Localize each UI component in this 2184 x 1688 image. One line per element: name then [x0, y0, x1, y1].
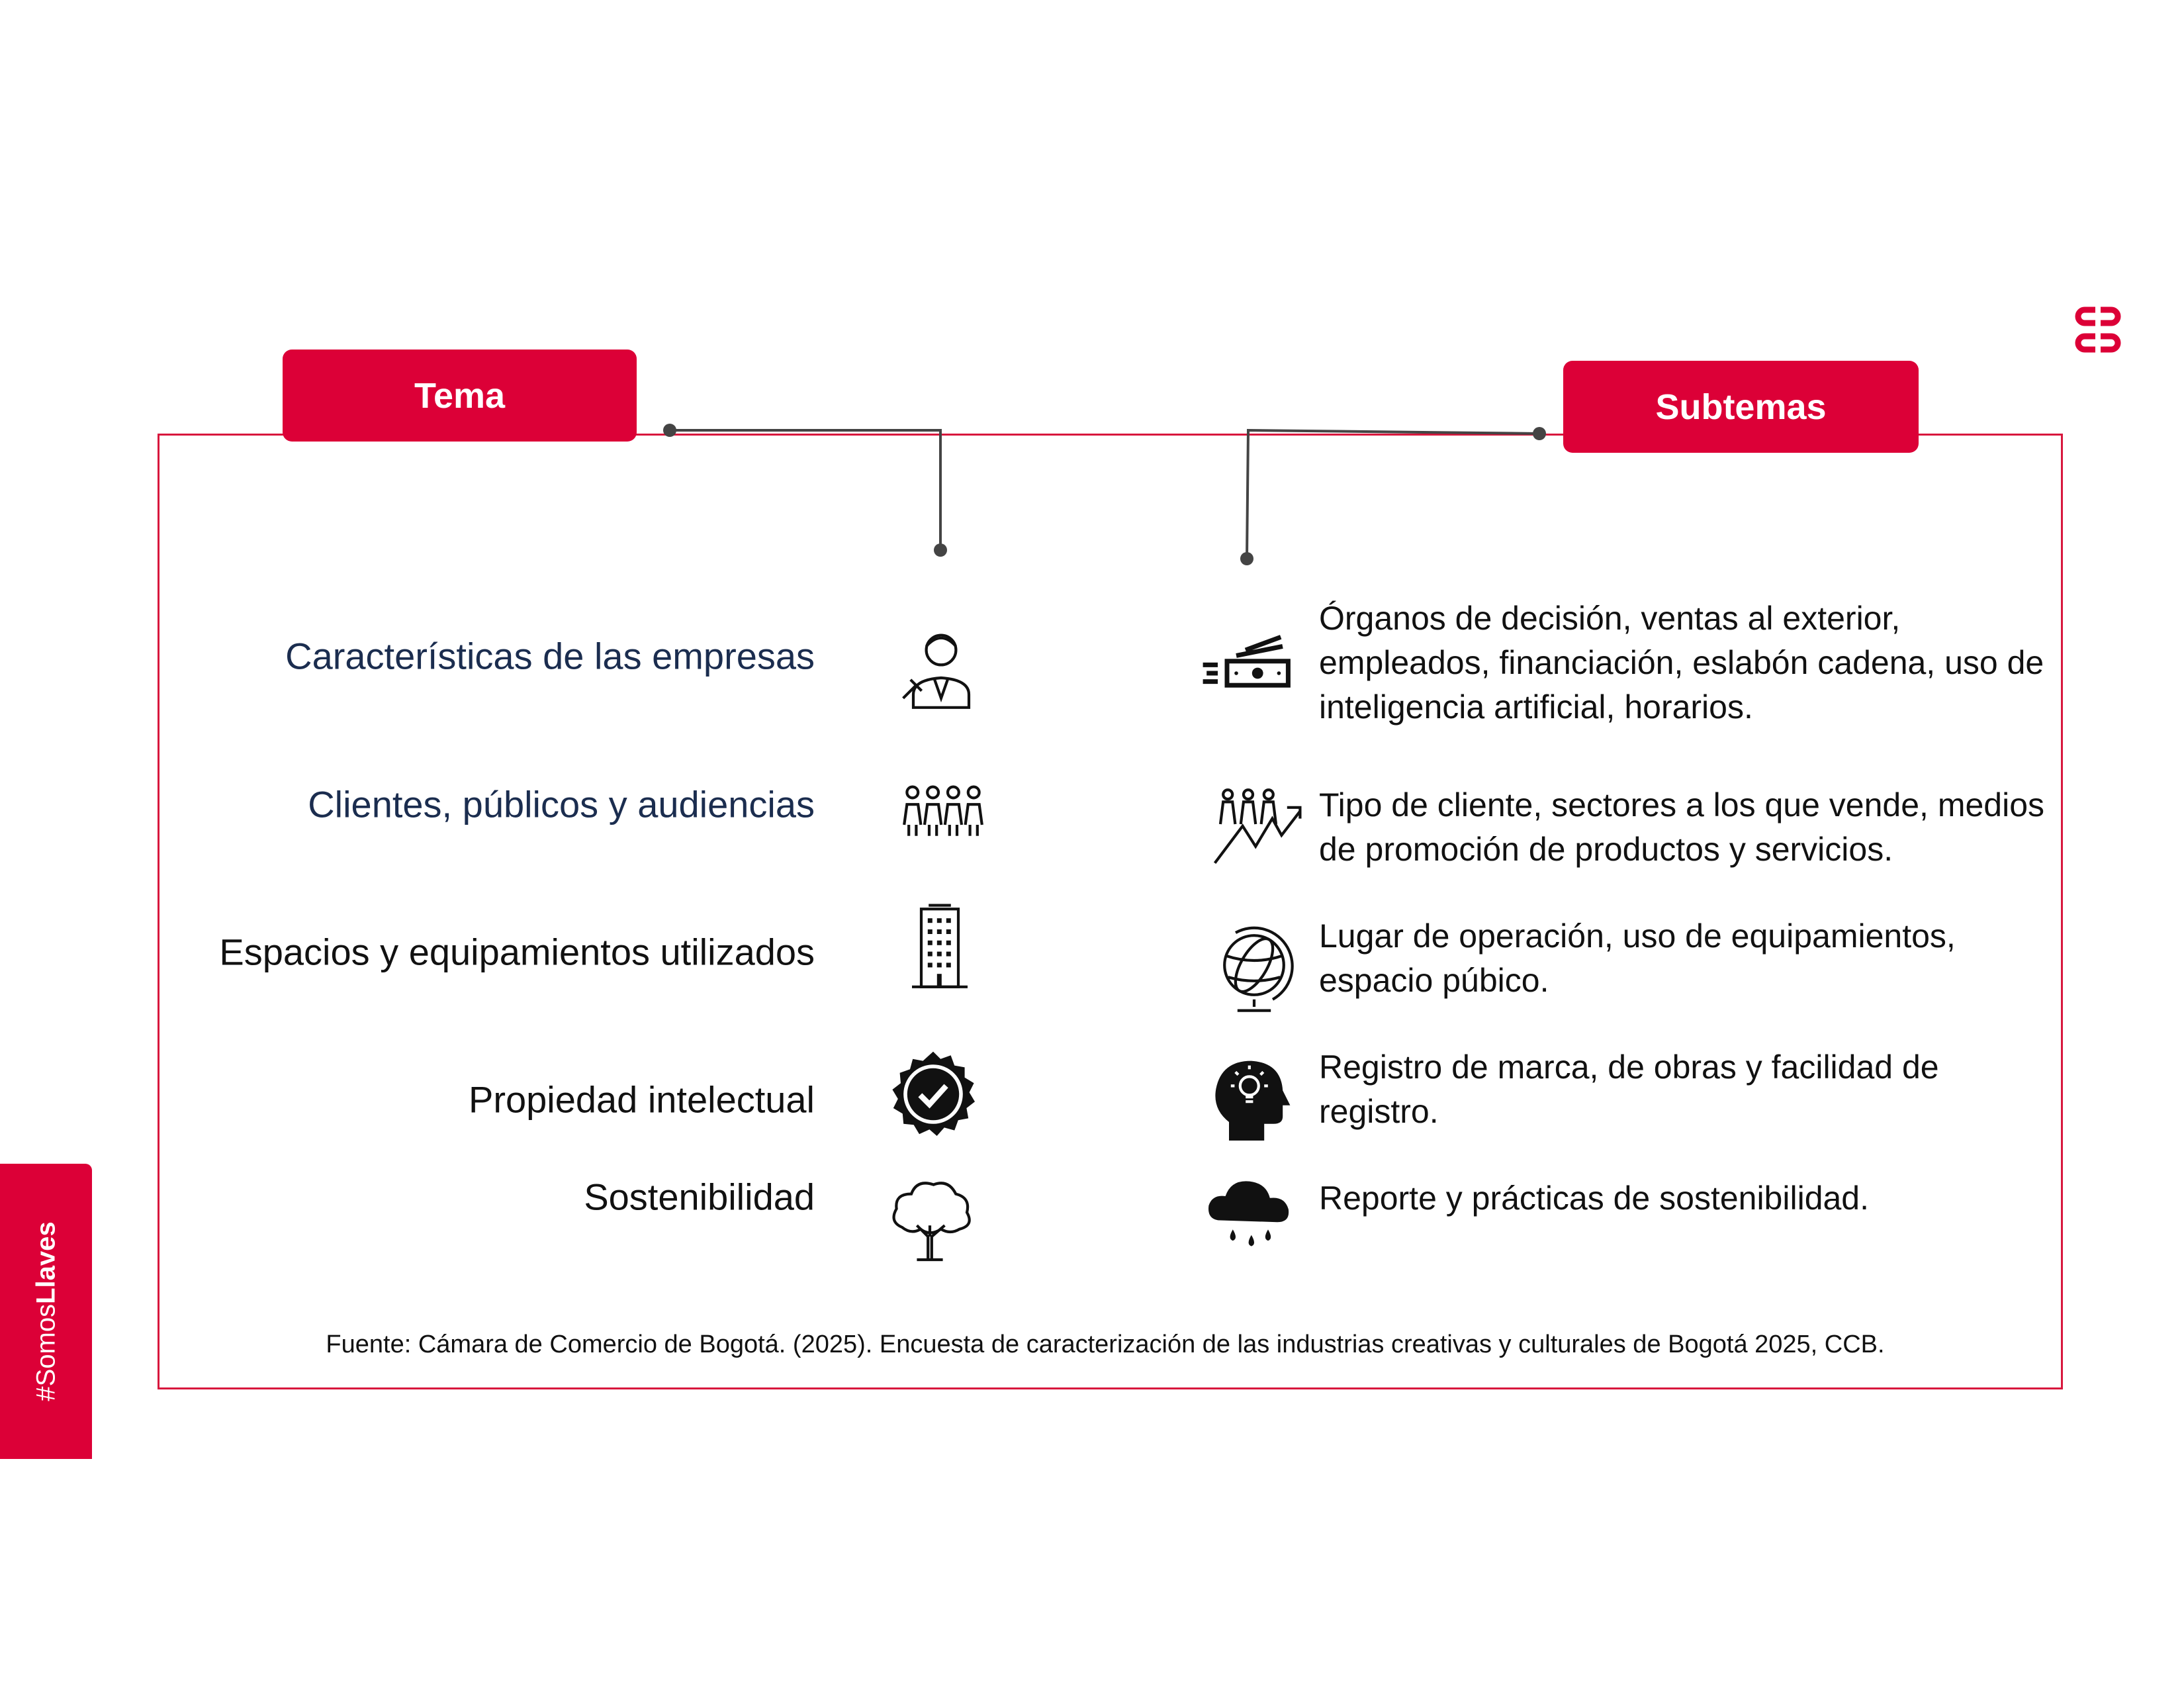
somos-llaves-tab — [0, 1164, 92, 1459]
certified-badge-icon — [887, 1048, 979, 1141]
subtema-espacios: Lugar de operación, uso de equipamientos, espacio púbico. — [1319, 917, 1956, 999]
tema-caracteristicas: Características de las empresas — [285, 635, 815, 677]
building-icon — [893, 902, 986, 994]
tema-propiedad: Propiedad intelectual — [468, 1078, 815, 1121]
head-idea-icon — [1201, 1053, 1294, 1145]
subtema-sostenibilidad: Reporte y prácticas de sostenibilidad. — [1319, 1180, 1870, 1217]
hashtag-prefix: #Somos — [31, 1303, 60, 1401]
businessman-icon — [890, 622, 983, 715]
subtema-clientes: Tipo de cliente, sectores a los que vende, medios de promoción de productos y servicios. — [1319, 786, 2044, 868]
globe-icon — [1208, 923, 1300, 1016]
brand-logo-icon — [2071, 303, 2124, 356]
subtema-propiedad: Registro de marca, de obras y facilidad de registro. — [1319, 1049, 1939, 1130]
tema-clientes: Clientes, públicos y audiencias — [308, 783, 815, 825]
tema-sostenibilidad: Sostenibilidad — [584, 1176, 815, 1218]
tema-espacios: Espacios y equipamientos utilizados — [219, 931, 815, 973]
rain-cloud-icon — [1203, 1168, 1296, 1261]
hashtag-bold: Llaves — [31, 1221, 60, 1304]
people-growth-icon — [1211, 778, 1304, 870]
subtemas-header: Subtemas — [1563, 361, 1919, 453]
source-note: Fuente: Cámara de Comercio de Bogotá. (2025). Encuesta de caracterización de las industrias creativas y culturales de Bogotá 2025, CCB. — [326, 1331, 1885, 1358]
tree-icon — [884, 1172, 976, 1264]
tema-header: Tema — [283, 350, 637, 442]
people-group-icon — [897, 765, 989, 857]
subtema-caracteristicas: Órganos de decisión, ventas al exterior, empleados, financiación, eslabón cadena, uso de inteligencia artificial, horarios. — [1319, 600, 2044, 726]
money-icon — [1199, 622, 1292, 715]
